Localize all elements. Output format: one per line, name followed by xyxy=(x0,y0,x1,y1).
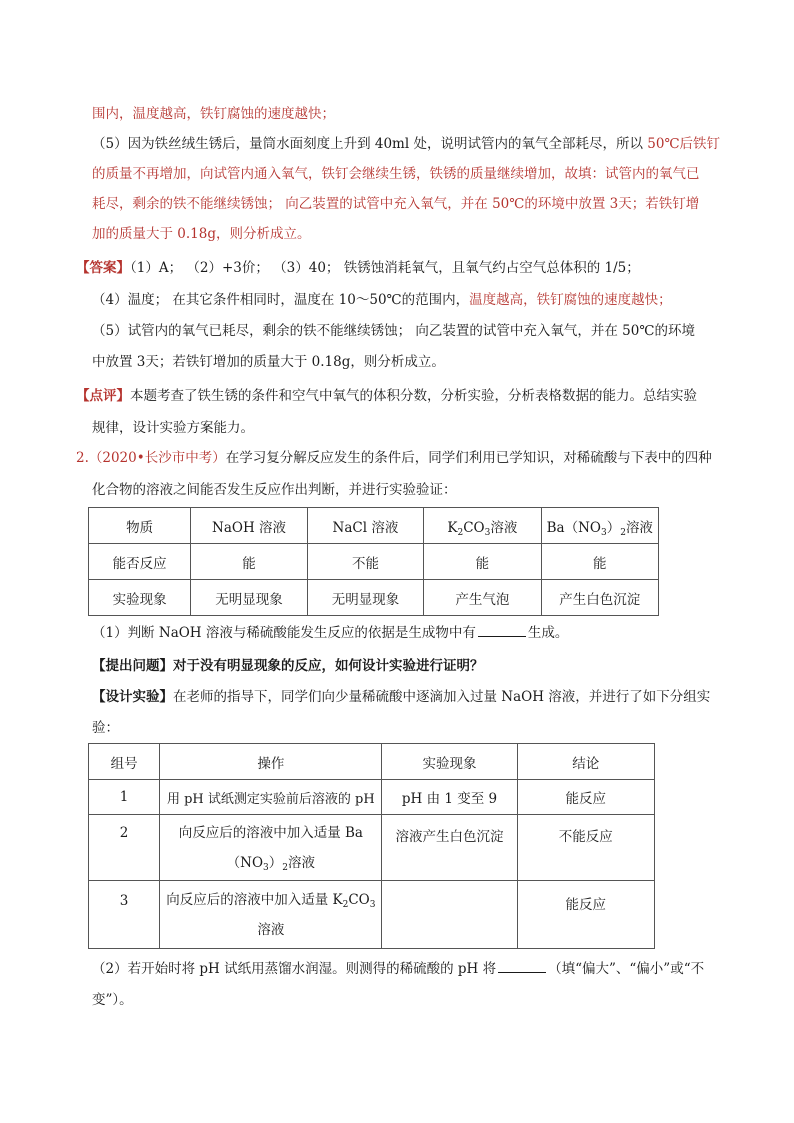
table-row-phenomenon xyxy=(89,580,659,616)
cell: 1 xyxy=(89,780,160,815)
q2-part-2 xyxy=(92,958,704,979)
solution-line-1: 围内，温度越高，铁钉腐蚀的速度越快； xyxy=(92,106,335,122)
cell xyxy=(160,881,382,949)
cell: 能 xyxy=(424,544,541,580)
cell: 无明显现象 xyxy=(191,580,307,616)
cell: 用 pH 试纸测定实验前后溶液的 pH xyxy=(160,780,382,815)
q2-part-2-text: （2）若开始时将 pH 试纸用蒸馏水润湿。则测得的稀硫酸的 pH 将 xyxy=(92,961,497,977)
answer-line-2 xyxy=(92,290,672,310)
cell: pH 由 1 变至 9 xyxy=(382,780,517,815)
bano3-c: ） xyxy=(606,519,621,536)
q2-part-2-line-2: 变”）。 xyxy=(92,992,133,1008)
cell: 能反应 xyxy=(517,881,654,949)
header-k2co3 xyxy=(424,508,541,544)
q2-source: 2.（2020•长沙市中考） xyxy=(76,450,226,466)
cell: 能 xyxy=(541,544,658,580)
design-line-2: 验： xyxy=(92,720,119,736)
design-line xyxy=(92,687,710,707)
design-text: 在老师的指导下，同学们向少量稀硫酸中逐滴加入过量 NaOH 溶液，并进行了如下分组实 xyxy=(173,689,711,705)
q2-part-2-tail: （填“偏大”、“偏小”或“不 xyxy=(548,961,705,977)
ask-line xyxy=(92,656,484,676)
op-sub: 2 xyxy=(342,899,349,910)
answer-line-3: （5）试管内的氧气已耗尽，剩余的铁不能继续锈蚀； 向乙装置的试管中充入氧气，并在 50℃的环境 xyxy=(92,323,695,339)
header-naoh: NaOH 溶液 xyxy=(191,508,307,544)
op-sub: 2 xyxy=(282,862,289,873)
substance-table-header xyxy=(89,508,659,544)
answer-blank-1[interactable] xyxy=(478,622,526,637)
q2-stem-1: 在学习复分解反应发生的条件后，同学们利用已学知识，对稀硫酸与下表中的四种 xyxy=(225,450,712,466)
solution-line-2-b: 50℃后铁钉 xyxy=(647,136,721,152)
solution-line-2 xyxy=(92,134,720,154)
bano3-tail: 溶液 xyxy=(625,519,653,536)
op-text: CO xyxy=(348,891,370,908)
q2-part-1-text: （1）判断 NaOH 溶液与稀硫酸能发生反应的依据是生成物中有 xyxy=(92,625,476,641)
answer-line-1 xyxy=(76,258,640,278)
comment-label: 【点评】 xyxy=(76,388,130,404)
solution-line-5: 加的质量大于 0.18g，则分析成立。 xyxy=(92,226,311,242)
solution-line-3: 的质量不再增加，向试管内通入氧气，铁钉会继续生锈，铁锈的质量继续增加，故填：试管内的氧气已 xyxy=(92,166,700,182)
cell: 实验现象 xyxy=(89,580,191,616)
answer-blank-2[interactable] xyxy=(498,958,546,973)
ask-label: 【提出问题】 xyxy=(92,658,173,674)
cell: 能否反应 xyxy=(89,544,191,580)
solution-line-4: 耗尽，剩余的铁不能继续锈蚀； 向乙装置的试管中充入氧气，并在 50℃的环境中放置 3天；若铁钉增 xyxy=(92,196,700,212)
answer-text-2b: 温度越高，铁钉腐蚀的速度越快； xyxy=(469,292,672,308)
q2-line-1 xyxy=(76,448,712,468)
cell: 无明显现象 xyxy=(307,580,423,616)
bano3-a: Ba（NO xyxy=(546,519,601,536)
answer-line-4: 中放置 3天；若铁钉增加的质量大于 0.18g，则分析成立。 xyxy=(92,354,445,370)
bano3-sub2: 2 xyxy=(620,527,626,538)
solution-line-2-a: （5）因为铁丝绒生锈后，量筒水面刻度上升到 40ml 处，说明试管内的氧气全部耗尽，所以 xyxy=(92,136,648,152)
experiment-table-header xyxy=(89,744,655,780)
k2co3-sub3: 3 xyxy=(484,527,491,538)
comment-text-1: 本题考查了铁生锈的条件和空气中氧气的体积分数，分析实验，分析表格数据的能力。总结实验 xyxy=(130,388,697,404)
comment-line-2: 规律，设计实验方案能力。 xyxy=(92,420,254,436)
cell xyxy=(160,815,382,881)
k2co3-k: K xyxy=(447,519,458,536)
k2co3-sub2: 2 xyxy=(457,527,464,538)
q2-part-1-tail: 生成。 xyxy=(527,625,569,641)
cell: 产生白色沉淀 xyxy=(541,580,658,616)
op-text: 溶液 xyxy=(288,854,316,871)
experiment-table xyxy=(88,743,655,949)
design-label: 【设计实验】 xyxy=(92,689,173,705)
op-text: 向反应后的溶液中加入适量 Ba xyxy=(178,824,363,841)
answer-text-2a: （4）温度； 在其它条件相同时，温度在 10～50℃的范围内， xyxy=(92,292,470,308)
answer-label: 【答案】 xyxy=(76,260,130,276)
cell: 3 xyxy=(89,881,160,949)
table-row xyxy=(89,881,655,949)
cell: 能反应 xyxy=(517,780,654,815)
header-phenomenon: 实验现象 xyxy=(382,744,517,780)
header-conclusion: 结论 xyxy=(517,744,654,780)
op-text: （NO xyxy=(226,854,264,871)
cell: 不能反应 xyxy=(517,815,654,881)
q2-part-1 xyxy=(92,622,568,643)
op-text: 溶液 xyxy=(257,921,285,938)
header-operation: 操作 xyxy=(160,744,382,780)
cell: 2 xyxy=(89,815,160,881)
cell: 能 xyxy=(191,544,307,580)
bano3-sub3: 3 xyxy=(600,527,607,538)
k2co3-co: CO xyxy=(463,519,485,536)
ask-text: 对于没有明显现象的反应，如何设计实验进行证明？ xyxy=(173,658,484,674)
header-group: 组号 xyxy=(89,744,160,780)
header-nacl: NaCl 溶液 xyxy=(307,508,423,544)
cell: 不能 xyxy=(307,544,423,580)
substance-table xyxy=(88,507,659,616)
cell-empty xyxy=(382,881,517,949)
cell: 产生气泡 xyxy=(424,580,541,616)
q2-line-2: 化合物的溶液之间能否发生反应作出判断，并进行实验验证： xyxy=(92,482,457,498)
op-sub: 3 xyxy=(263,862,269,873)
cell: 溶液产生白色沉淀 xyxy=(382,815,517,881)
table-row-reaction xyxy=(89,544,659,580)
table-row xyxy=(89,780,655,815)
op-sub: 3 xyxy=(369,899,376,910)
k2co3-tail: 溶液 xyxy=(490,519,518,536)
comment-line-1 xyxy=(76,386,697,406)
op-text: ） xyxy=(268,854,283,871)
answer-text-1: （1）A； （2）+3价； （3）40； 铁锈蚀消耗氧气，且氧气约占空气总体积的 1/5； xyxy=(130,260,640,276)
header-substance: 物质 xyxy=(89,508,191,544)
header-bano3 xyxy=(541,508,658,544)
op-text: 向反应后的溶液中加入适量 K xyxy=(166,891,343,908)
table-row xyxy=(89,815,655,881)
